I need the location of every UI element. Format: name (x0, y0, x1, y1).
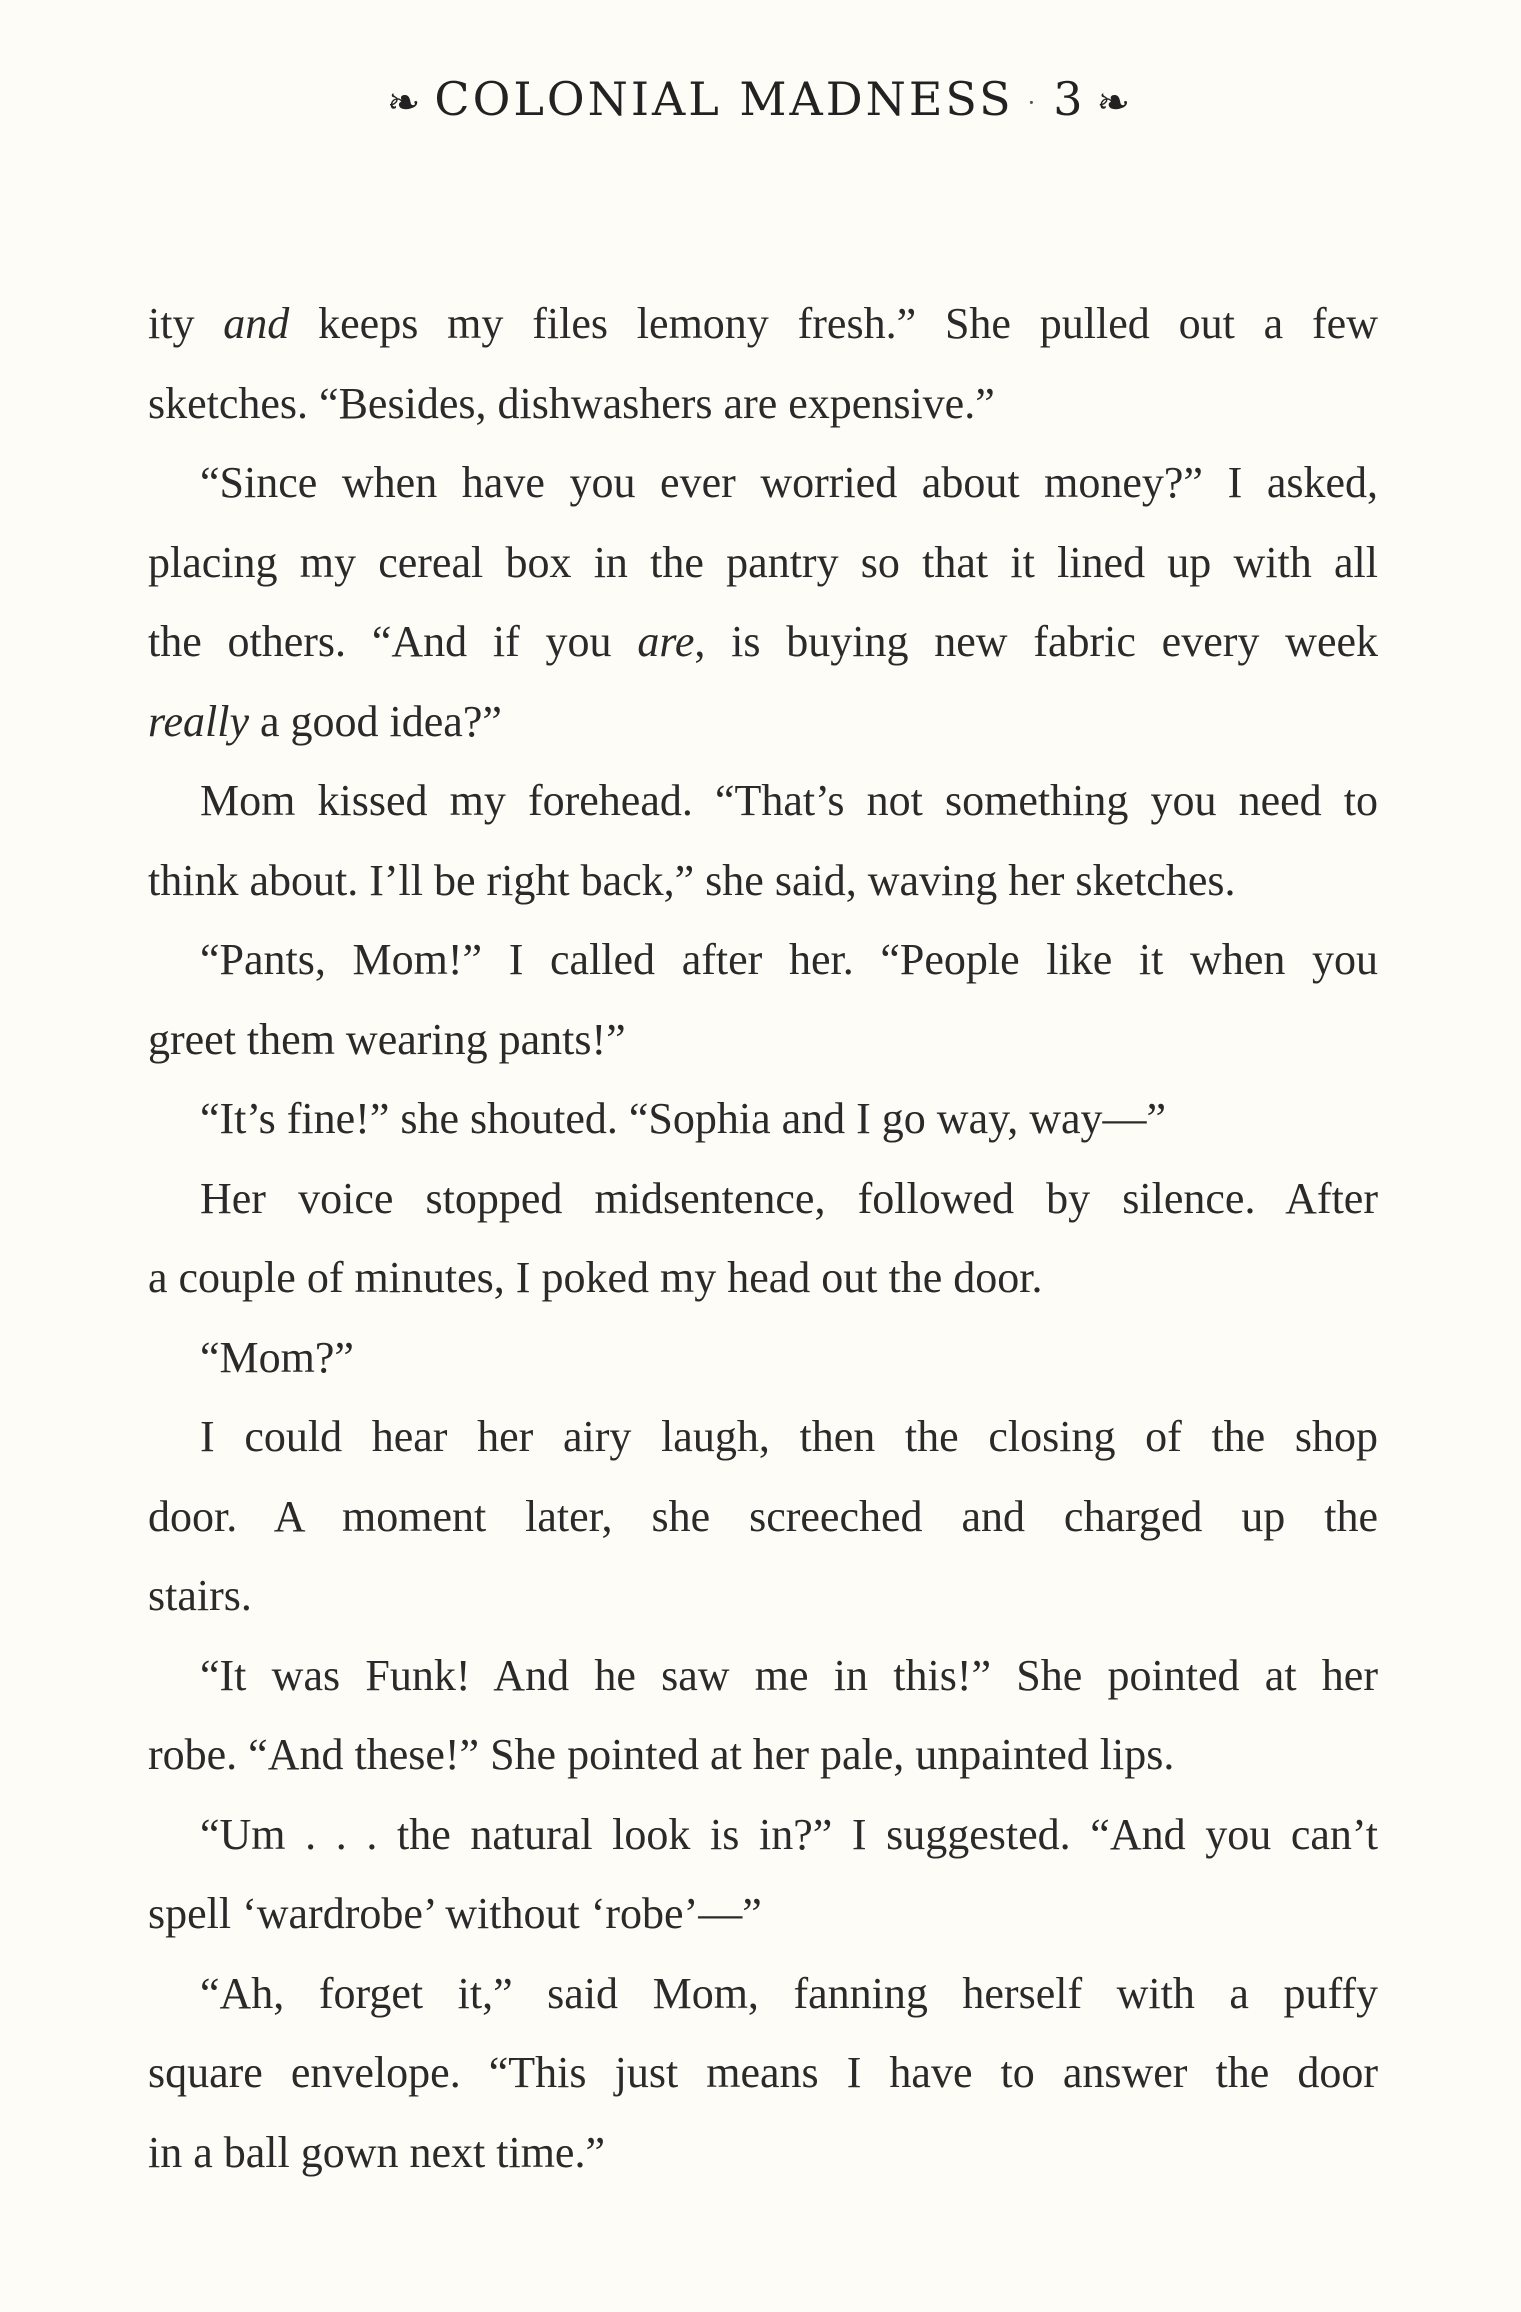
left-ornament-icon: ❧ (386, 80, 425, 126)
text-line: stairs. (148, 1571, 252, 1620)
text-line: think about. I’ll be right back,” she said, waving her sketches. (148, 855, 1236, 905)
text-line: I could hear her airy laugh, then the closing of the shop (200, 1412, 1378, 1461)
text-line: “Um . . . the natural look is in?” I suggested. “And you can’t (200, 1809, 1378, 1859)
text-line: Mom kissed my forehead. “That’s not something you need to (200, 776, 1378, 825)
text-line: the others. “And if you are, is buying new fabric every week (148, 617, 1378, 666)
text-line: “It was Funk! And he saw me in this!” She pointed at her (200, 1650, 1378, 1700)
text-line: sketches. “Besides, dishwashers are expensive.” (148, 378, 995, 428)
text-line: square envelope. “This just means I have to answer the door (148, 2048, 1378, 2097)
text-line: greet them wearing pants!” (148, 1014, 626, 1064)
text-line: spell ‘wardrobe’ without ‘robe’—” (148, 1889, 762, 1938)
text-line: ity and keeps my files lemony fresh.” She pulled out a few (148, 299, 1378, 348)
running-head-title: COLONIAL MADNESS (434, 72, 1014, 126)
text-line: in a ball gown next time.” (148, 2127, 605, 2177)
text-line: really a good idea?” (148, 696, 502, 746)
text-line: Her voice stopped midsentence, followed by silence. After (200, 1173, 1378, 1223)
text-line: “It’s fine!” she shouted. “Sophia and I go way, way—” (200, 1094, 1167, 1143)
text-line: “Since when have you ever worried about money?” I asked, (200, 458, 1378, 507)
text-line: “Mom?” (200, 1332, 354, 1382)
body-text (148, 284, 1378, 2192)
running-head (0, 72, 1521, 126)
page-number: 3 (1053, 72, 1087, 126)
text-line: robe. “And these!” She pointed at her pale, unpainted lips. (148, 1730, 1175, 1779)
running-head-separator: · (1027, 89, 1040, 117)
text-line: “Ah, forget it,” said Mom, fanning herself with a puffy (200, 1968, 1378, 2018)
text-line: “Pants, Mom!” I called after her. “People like it when you (200, 935, 1378, 984)
text-line: door. A moment later, she screeched and charged up the (148, 1491, 1378, 1541)
text-line: a couple of minutes, I poked my head out the door. (148, 1253, 1043, 1302)
text-line: placing my cereal box in the pantry so that it lined up with all (148, 537, 1378, 587)
right-ornament-icon: ❧ (1096, 80, 1135, 126)
